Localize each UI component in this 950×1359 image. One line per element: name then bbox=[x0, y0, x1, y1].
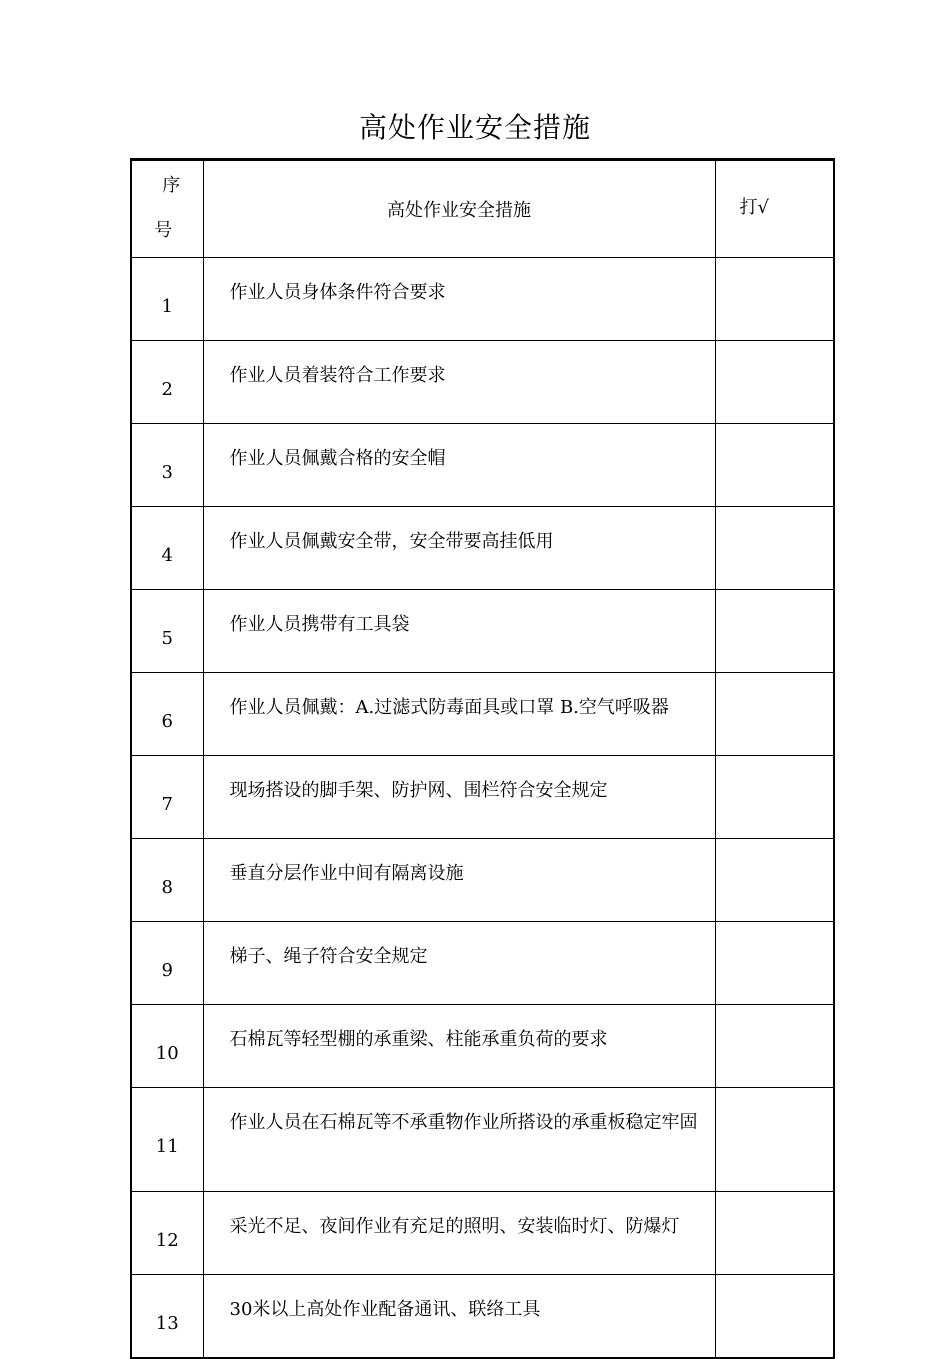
row-number: 2 bbox=[131, 341, 203, 424]
row-measure: 梯子、绳子符合安全规定 bbox=[203, 922, 715, 1005]
table-row bbox=[131, 1275, 834, 1359]
row-check-cell[interactable] bbox=[715, 424, 834, 507]
header-check: 打√ bbox=[715, 160, 834, 258]
row-number: 6 bbox=[131, 673, 203, 756]
table-row bbox=[131, 1005, 834, 1088]
header-measure: 高处作业安全措施 bbox=[203, 160, 715, 258]
table-row bbox=[131, 507, 834, 590]
row-check-cell[interactable] bbox=[715, 507, 834, 590]
row-number: 9 bbox=[131, 922, 203, 1005]
table-row bbox=[131, 839, 834, 922]
header-serial-number bbox=[131, 160, 203, 258]
row-number: 13 bbox=[131, 1275, 203, 1359]
header-serial-line2: 号 bbox=[154, 220, 173, 241]
row-check-cell[interactable] bbox=[715, 590, 834, 673]
table-row bbox=[131, 258, 834, 341]
row-number: 4 bbox=[131, 507, 203, 590]
row-check-cell[interactable] bbox=[715, 756, 834, 839]
row-number: 7 bbox=[131, 756, 203, 839]
row-number: 11 bbox=[131, 1088, 203, 1192]
table-row bbox=[131, 1192, 834, 1275]
row-measure: 作业人员着装符合工作要求 bbox=[203, 341, 715, 424]
row-check-cell[interactable] bbox=[715, 922, 834, 1005]
header-serial-line1: 序 bbox=[162, 175, 181, 196]
row-check-cell[interactable] bbox=[715, 341, 834, 424]
row-measure: 作业人员佩戴：A.过滤式防毒面具或口罩 B.空气呼吸器 bbox=[203, 673, 715, 756]
row-measure: 石棉瓦等轻型棚的承重梁、柱能承重负荷的要求 bbox=[203, 1005, 715, 1088]
row-check-cell[interactable] bbox=[715, 839, 834, 922]
row-measure: 作业人员在石棉瓦等不承重物作业所搭设的承重板稳定牢固 bbox=[203, 1088, 715, 1192]
row-check-cell[interactable] bbox=[715, 1275, 834, 1359]
table-header-row bbox=[131, 160, 834, 258]
table-row bbox=[131, 1088, 834, 1192]
row-number: 12 bbox=[131, 1192, 203, 1275]
row-measure: 作业人员佩戴合格的安全帽 bbox=[203, 424, 715, 507]
row-number: 5 bbox=[131, 590, 203, 673]
table-row bbox=[131, 922, 834, 1005]
page-title: 高处作业安全措施 bbox=[358, 111, 591, 144]
row-number: 10 bbox=[131, 1005, 203, 1088]
row-measure: 采光不足、夜间作业有充足的照明、安装临时灯、防爆灯 bbox=[203, 1192, 715, 1275]
table-row bbox=[131, 673, 834, 756]
safety-measures-table bbox=[130, 158, 835, 1359]
row-number: 8 bbox=[131, 839, 203, 922]
row-measure: 现场搭设的脚手架、防护网、围栏符合安全规定 bbox=[203, 756, 715, 839]
row-measure: 作业人员携带有工具袋 bbox=[203, 590, 715, 673]
row-check-cell[interactable] bbox=[715, 1192, 834, 1275]
table-row bbox=[131, 590, 834, 673]
row-check-cell[interactable] bbox=[715, 1088, 834, 1192]
table-row bbox=[131, 756, 834, 839]
row-measure: 30米以上高处作业配备通讯、联络工具 bbox=[203, 1275, 715, 1359]
row-number: 1 bbox=[131, 258, 203, 341]
row-measure: 垂直分层作业中间有隔离设施 bbox=[203, 839, 715, 922]
row-measure: 作业人员身体条件符合要求 bbox=[203, 258, 715, 341]
table-row bbox=[131, 341, 834, 424]
row-check-cell[interactable] bbox=[715, 673, 834, 756]
row-check-cell[interactable] bbox=[715, 1005, 834, 1088]
row-check-cell[interactable] bbox=[715, 258, 834, 341]
row-number: 3 bbox=[131, 424, 203, 507]
table-row bbox=[131, 424, 834, 507]
row-measure: 作业人员佩戴安全带，安全带要高挂低用 bbox=[203, 507, 715, 590]
